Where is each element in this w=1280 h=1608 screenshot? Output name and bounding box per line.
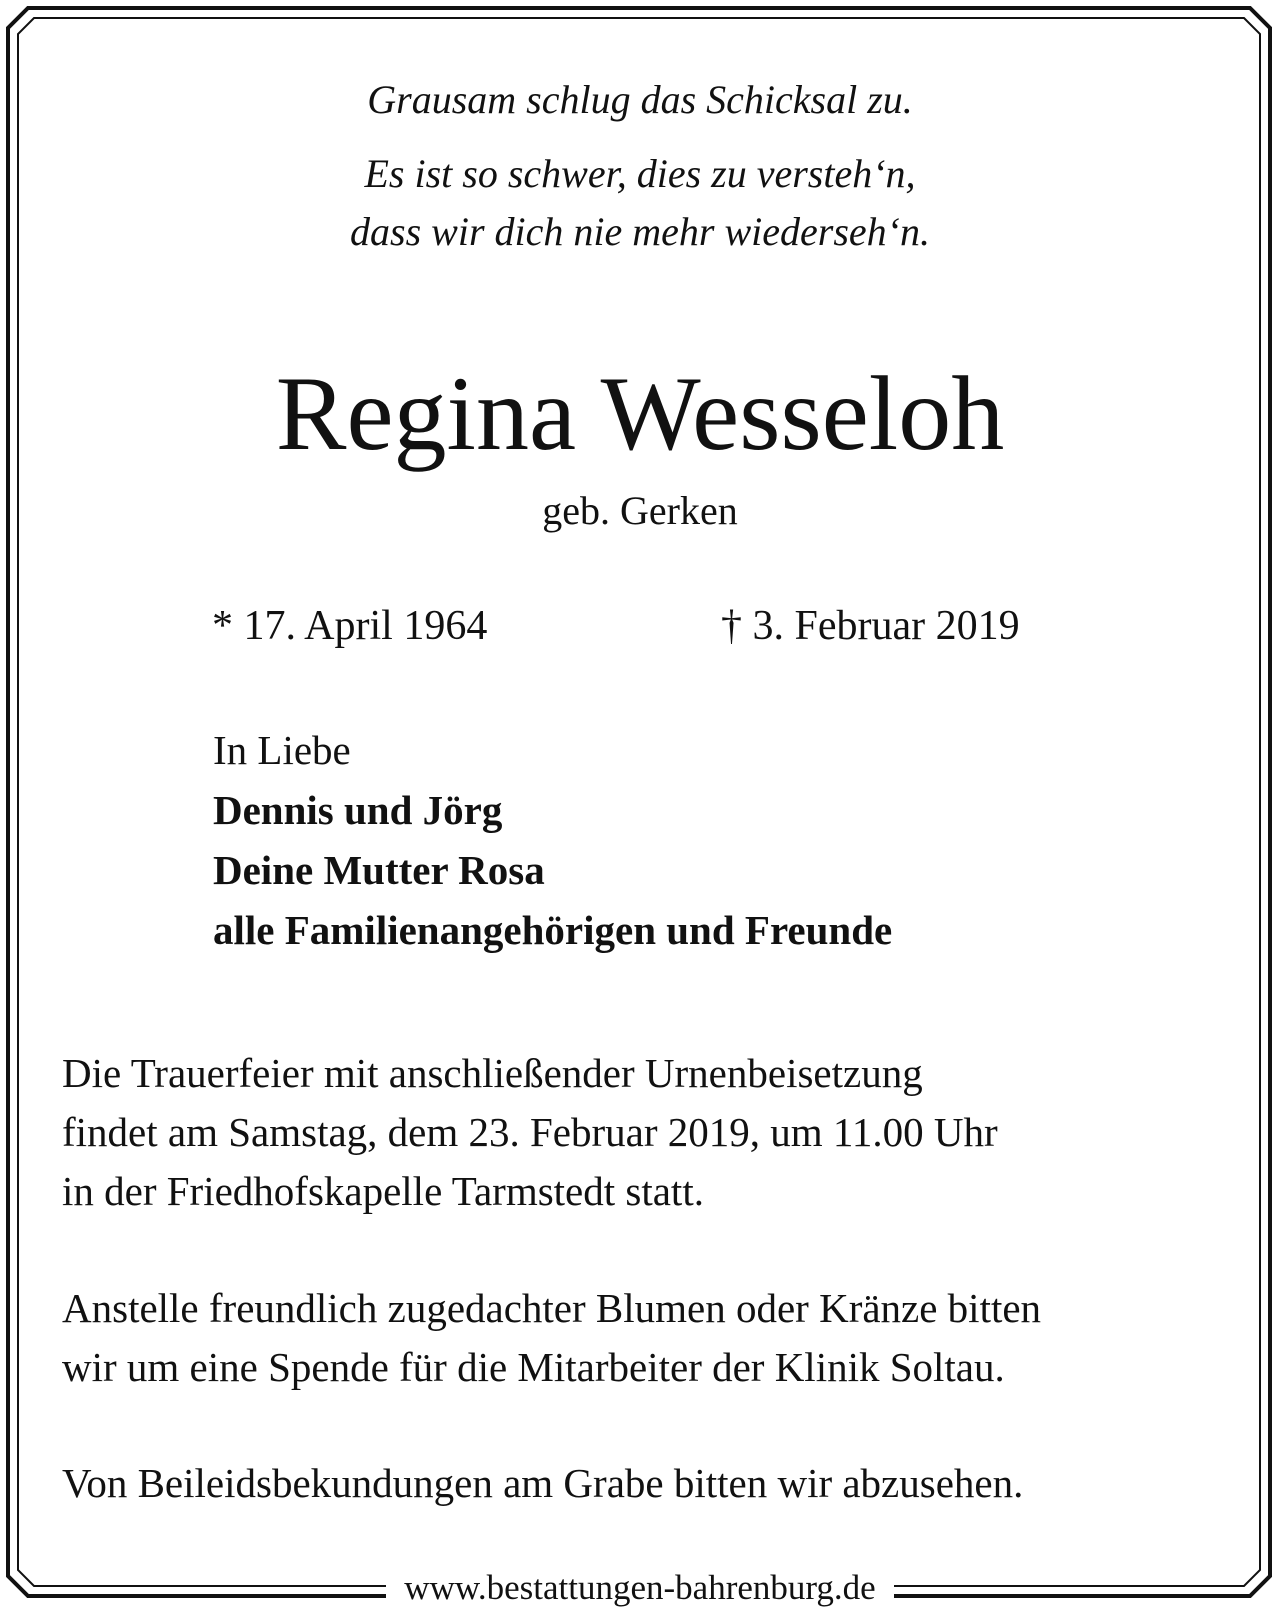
- ceremony-line: Die Trauerfeier mit anschließender Urnenbeisetzung: [62, 1050, 923, 1096]
- quote-line-3: dass wir dich nie mehr wiederseh‘n.: [350, 209, 930, 254]
- maiden-name: geb. Gerken: [542, 488, 738, 533]
- condolences-notice: Von Beileidsbekundungen am Grabe bitten wir abzusehen.: [62, 1460, 1024, 1506]
- quote-line-1: Grausam schlug das Schicksal zu.: [367, 77, 913, 122]
- signers-block: [213, 720, 892, 960]
- signer-name: Deine Mutter Rosa: [213, 847, 545, 893]
- signer-name: Dennis und Jörg: [213, 787, 503, 833]
- quote-lines-2-3: [0, 145, 1280, 261]
- website-link[interactable]: www.bestattungen-bahrenburg.de: [386, 1568, 893, 1607]
- ceremony-line: findet am Samstag, dem 23. Februar 2019, um 11.00 Uhr: [62, 1109, 998, 1155]
- death-date: † 3. Februar 2019: [721, 603, 1020, 649]
- donation-line: wir um eine Spende für die Mitarbeiter der Klinik Soltau.: [62, 1344, 1005, 1390]
- signer-name: alle Familienangehörigen und Freunde: [213, 907, 893, 953]
- donation-notice: [62, 1279, 1252, 1397]
- ceremony-line: in der Friedhofskapelle Tarmstedt statt.: [62, 1168, 704, 1214]
- footer: [0, 1568, 1280, 1608]
- ceremony-notice: [62, 1044, 1252, 1221]
- deceased-name: Regina Wesseloh: [275, 355, 1005, 472]
- birth-date: * 17. April 1964: [212, 603, 488, 649]
- quote-line-2: Es ist so schwer, dies zu versteh‘n,: [364, 151, 916, 196]
- signers-intro: In Liebe: [213, 727, 351, 773]
- donation-line: Anstelle freundlich zugedachter Blumen oder Kränze bitten: [62, 1285, 1042, 1331]
